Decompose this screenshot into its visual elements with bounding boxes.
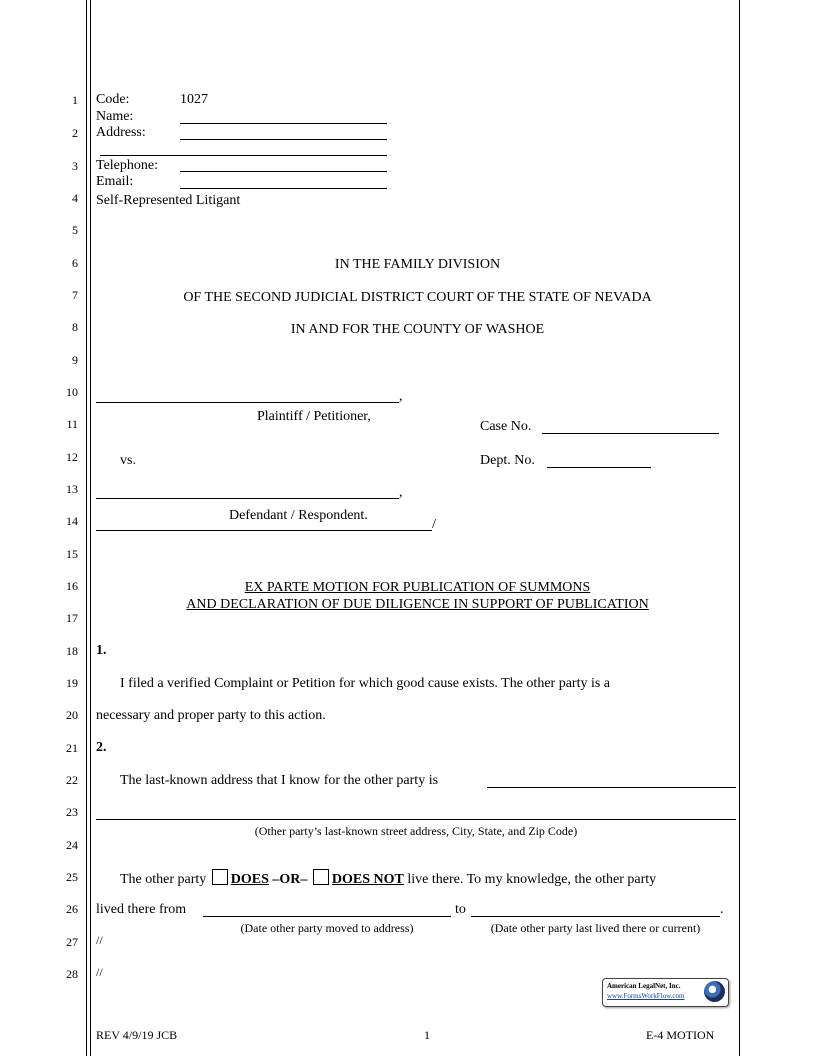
margin-line-left-2 (90, 0, 91, 1056)
line-number: 18 (66, 644, 78, 658)
line-number: 28 (66, 967, 78, 981)
case-number-label: Case No. (480, 419, 532, 434)
line-number: 8 (72, 320, 78, 334)
address-field-caption: (Other party’s last-known street address, City, State, and Zip Code) (254, 824, 578, 838)
continuation-slashes-2: // (96, 965, 103, 979)
defendant-label: Defendant / Respondent. (229, 508, 368, 523)
motion-title-line2: AND DECLARATION OF DUE DILIGENCE IN SUPPORT OF PUBLICATION (186, 597, 649, 612)
period: . (720, 902, 724, 917)
caption-slash: / (432, 517, 436, 532)
lived-from-label: lived there from (96, 902, 187, 917)
litigant-label: Self-Represented Litigant (96, 193, 241, 208)
continuation-slashes-1: // (96, 933, 103, 947)
plaintiff-comma: , (399, 389, 403, 404)
line-number: 9 (72, 353, 78, 367)
line-number: 24 (66, 838, 78, 852)
line-number: 7 (72, 288, 78, 302)
last-known-address-field-2[interactable] (96, 819, 736, 820)
section-2-address-text: The last-known address that I know for the other party is (120, 773, 439, 788)
caption-bottom-line (96, 530, 432, 531)
last-lived-date-caption: (Date other party last lived there or current) (490, 921, 701, 935)
line-number: 26 (66, 902, 78, 916)
section-1-text-line2: necessary and proper party to this action. (96, 708, 326, 723)
plaintiff-label: Plaintiff / Petitioner, (257, 409, 371, 424)
footer-page-number: 1 (424, 1028, 430, 1042)
line-number: 6 (72, 256, 78, 270)
does-live-there-line (120, 869, 656, 888)
does-checkbox[interactable] (212, 869, 228, 885)
name-field[interactable] (180, 123, 387, 124)
court-heading-line3: IN AND FOR THE COUNTY OF WASHOE (290, 322, 545, 337)
moved-date-field[interactable] (203, 916, 451, 917)
line-number: 21 (66, 741, 78, 755)
court-heading-line2: OF THE SECOND JUDICIAL DISTRICT COURT OF THE STATE OF NEVADA (183, 290, 652, 305)
address-field-1[interactable] (180, 139, 387, 140)
address-field-2[interactable] (100, 155, 387, 156)
line-number: 3 (72, 159, 78, 173)
live-there-text: live there. To my knowledge, the other party (407, 872, 657, 887)
line-number: 14 (66, 514, 78, 528)
email-label: Email: (96, 174, 134, 189)
does-not-label: DOES NOT (331, 872, 404, 887)
last-known-address-field-1[interactable] (487, 787, 736, 788)
margin-line-right (739, 0, 740, 1056)
defendant-comma: , (399, 485, 403, 500)
dept-number-label: Dept. No. (480, 453, 535, 468)
does-not-checkbox[interactable] (313, 869, 329, 885)
line-number: 20 (66, 708, 78, 722)
name-label: Name: (96, 109, 134, 124)
section-1-number: 1. (96, 643, 107, 658)
vs-label: vs. (120, 453, 136, 468)
section-2-number: 2. (96, 740, 107, 755)
to-label: to (455, 902, 466, 917)
logo-url[interactable]: www.FormsWorkFlow.com (607, 992, 685, 1000)
footer-form-id: E-4 MOTION (646, 1028, 715, 1042)
line-number: 23 (66, 805, 78, 819)
line-number: 11 (66, 417, 78, 431)
line-number: 17 (66, 611, 78, 625)
moved-date-caption: (Date other party moved to address) (240, 921, 414, 935)
american-legalnet-logo (602, 978, 729, 1007)
line-number: 27 (66, 935, 78, 949)
line-number: 5 (72, 223, 78, 237)
line-number: 13 (66, 482, 78, 496)
line-number: 19 (66, 676, 78, 690)
margin-line-left-1 (86, 0, 87, 1056)
line-number: 2 (72, 126, 78, 140)
line-number: 22 (66, 773, 78, 787)
telephone-label: Telephone: (96, 158, 158, 173)
logo-company: American LegalNet, Inc. (607, 982, 681, 990)
globe-icon (704, 981, 725, 1002)
footer-revision: REV 4/9/19 JCB (96, 1028, 178, 1042)
section-1-text-line1: I filed a verified Complaint or Petition for which good cause exists. The other party is a (120, 676, 611, 691)
email-field[interactable] (180, 188, 387, 189)
defendant-name-field[interactable] (96, 498, 399, 499)
line-number: 15 (66, 547, 78, 561)
dept-number-field[interactable] (547, 467, 651, 468)
line-number: 16 (66, 579, 78, 593)
court-heading-line1: IN THE FAMILY DIVISION (334, 257, 501, 272)
line-number: 10 (66, 385, 78, 399)
code-value: 1027 (180, 92, 208, 107)
plaintiff-name-field[interactable] (96, 402, 399, 403)
or-label: –OR– (272, 872, 308, 887)
last-lived-date-field[interactable] (471, 916, 720, 917)
line-number: 1 (72, 93, 78, 107)
other-party-text: The other party (120, 872, 207, 887)
line-number: 25 (66, 870, 78, 884)
line-number: 12 (66, 450, 78, 464)
motion-title-line1: EX PARTE MOTION FOR PUBLICATION OF SUMMONS (244, 580, 591, 595)
address-label: Address: (96, 125, 146, 140)
line-number: 4 (72, 191, 78, 205)
does-label: DOES (230, 872, 269, 887)
code-label: Code: (96, 92, 130, 107)
telephone-field[interactable] (180, 171, 387, 172)
case-number-field[interactable] (542, 433, 719, 434)
